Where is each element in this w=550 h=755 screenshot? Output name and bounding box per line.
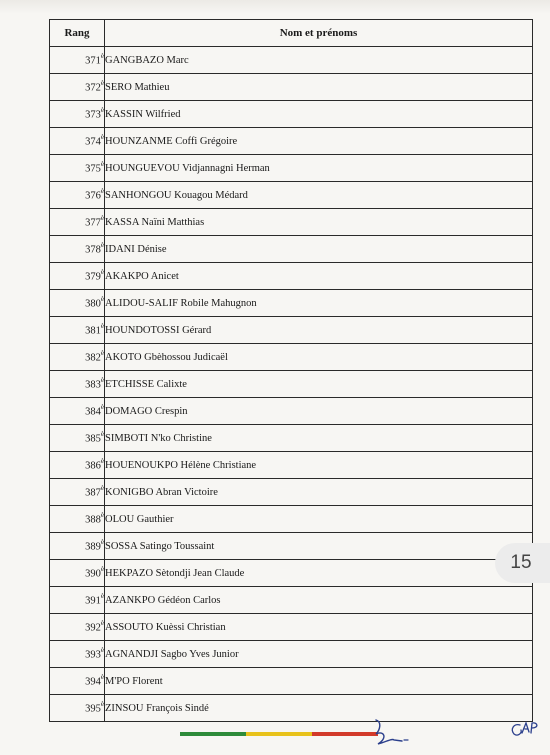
rank-number: 386 [85, 460, 101, 472]
rank-ordinal-suffix: è [100, 619, 104, 628]
name-cell: KONIGBO Abran Victoire [105, 479, 533, 506]
rank-cell [50, 452, 105, 479]
ranking-table [49, 19, 533, 722]
rank-number: 373 [85, 109, 101, 121]
rank-number: 388 [85, 514, 101, 526]
table-row [50, 101, 533, 128]
rank-ordinal-suffix: è [100, 511, 104, 520]
rank-cell [50, 641, 105, 668]
rank-number: 376 [85, 190, 101, 202]
rank-ordinal-suffix: è [100, 484, 104, 493]
rank-cell [50, 506, 105, 533]
rank-number: 377 [85, 217, 101, 229]
rank-number: 391 [85, 595, 101, 607]
rank-cell [50, 695, 105, 722]
name-cell: ZINSOU François Sindé [105, 695, 533, 722]
rank-ordinal-suffix: è [100, 133, 104, 142]
footer-flag-bar [180, 732, 378, 736]
page-number-badge: 15 [495, 543, 550, 583]
rank-number: 372 [85, 82, 101, 94]
rank-ordinal-suffix: è [100, 187, 104, 196]
rank-ordinal-suffix: è [100, 214, 104, 223]
rank-number: 382 [85, 352, 101, 364]
rank-ordinal-suffix: è [100, 160, 104, 169]
rank-number: 390 [85, 568, 101, 580]
name-cell: AKOTO Gbèhossou Judicaël [105, 344, 533, 371]
rank-cell [50, 290, 105, 317]
page-top-edge [0, 0, 550, 14]
rank-cell [50, 101, 105, 128]
table-row [50, 263, 533, 290]
table-row [50, 479, 533, 506]
rank-ordinal-suffix: è [100, 241, 104, 250]
flag-yellow-stripe [246, 732, 312, 736]
rank-number: 389 [85, 541, 101, 553]
rank-ordinal-suffix: è [100, 592, 104, 601]
rank-cell [50, 128, 105, 155]
rank-cell [50, 209, 105, 236]
rank-ordinal-suffix: è [100, 673, 104, 682]
name-cell: AKAKPO Anicet [105, 263, 533, 290]
table-row [50, 47, 533, 74]
rank-cell [50, 533, 105, 560]
rank-cell [50, 74, 105, 101]
table-row [50, 560, 533, 587]
name-cell: HEKPAZO Sètondji Jean Claude [105, 560, 533, 587]
rank-cell [50, 668, 105, 695]
table-row [50, 506, 533, 533]
name-cell: KASSIN Wilfried [105, 101, 533, 128]
rank-ordinal-suffix: è [100, 457, 104, 466]
rank-ordinal-suffix: è [100, 295, 104, 304]
table-row [50, 533, 533, 560]
name-cell: HOUNGUEVOU Vidjannagni Herman [105, 155, 533, 182]
rank-number: 384 [85, 406, 101, 418]
rank-cell [50, 263, 105, 290]
rank-cell [50, 344, 105, 371]
rank-number: 393 [85, 649, 101, 661]
table-row [50, 182, 533, 209]
rank-number: 374 [85, 136, 101, 148]
name-cell: SERO Mathieu [105, 74, 533, 101]
table-header-row [50, 20, 533, 47]
rank-ordinal-suffix: è [100, 376, 104, 385]
rank-number: 378 [85, 244, 101, 256]
name-cell: ASSOUTO Kuèssi Christian [105, 614, 533, 641]
rank-number: 380 [85, 298, 101, 310]
table-row [50, 398, 533, 425]
rank-number: 387 [85, 487, 101, 499]
table-row [50, 587, 533, 614]
name-cell: GANGBAZO Marc [105, 47, 533, 74]
table-row [50, 614, 533, 641]
name-cell: SIMBOTI N'ko Christine [105, 425, 533, 452]
name-cell: KASSA Naïni Matthias [105, 209, 533, 236]
table-row [50, 209, 533, 236]
name-cell: SANHONGOU Kouagou Médard [105, 182, 533, 209]
table-row [50, 668, 533, 695]
rank-ordinal-suffix: è [100, 538, 104, 547]
rank-ordinal-suffix: è [100, 349, 104, 358]
rank-ordinal-suffix: è [100, 430, 104, 439]
rank-cell [50, 560, 105, 587]
rank-number: 375 [85, 163, 101, 175]
name-cell: IDANI Dénise [105, 236, 533, 263]
rank-cell [50, 155, 105, 182]
rank-ordinal-suffix: è [100, 79, 104, 88]
rank-number: 394 [85, 676, 101, 688]
table-row [50, 452, 533, 479]
table-body [50, 47, 533, 722]
rank-cell [50, 47, 105, 74]
rank-cell [50, 317, 105, 344]
rank-cell [50, 587, 105, 614]
name-cell: M'PO Florent [105, 668, 533, 695]
table-row [50, 641, 533, 668]
column-header-name: Nom et prénoms [105, 20, 533, 47]
rank-number: 383 [85, 379, 101, 391]
table-row [50, 425, 533, 452]
rank-ordinal-suffix: è [100, 700, 104, 709]
table-row [50, 155, 533, 182]
rank-cell [50, 614, 105, 641]
flag-green-stripe [180, 732, 246, 736]
table-row [50, 371, 533, 398]
rank-cell [50, 236, 105, 263]
name-cell: HOUNZANME Coffi Grégoire [105, 128, 533, 155]
rank-ordinal-suffix: è [100, 52, 104, 61]
name-cell: OLOU Gauthier [105, 506, 533, 533]
table-row [50, 290, 533, 317]
rank-ordinal-suffix: è [100, 268, 104, 277]
rank-ordinal-suffix: è [100, 322, 104, 331]
table-row [50, 344, 533, 371]
rank-ordinal-suffix: è [100, 646, 104, 655]
rank-cell [50, 425, 105, 452]
column-header-rank: Rang [50, 20, 105, 47]
rank-number: 371 [85, 55, 101, 67]
initials-mark [508, 719, 542, 741]
name-cell: AGNANDJI Sagbo Yves Junior [105, 641, 533, 668]
table-row [50, 236, 533, 263]
name-cell: DOMAGO Crespin [105, 398, 533, 425]
table-row [50, 128, 533, 155]
rank-cell [50, 398, 105, 425]
rank-number: 395 [85, 703, 101, 715]
name-cell: ALIDOU-SALIF Robile Mahugnon [105, 290, 533, 317]
rank-cell [50, 182, 105, 209]
table-row [50, 74, 533, 101]
rank-number: 381 [85, 325, 101, 337]
name-cell: HOUNDOTOSSI Gérard [105, 317, 533, 344]
table-row [50, 317, 533, 344]
rank-ordinal-suffix: è [100, 106, 104, 115]
rank-number: 385 [85, 433, 101, 445]
name-cell: ETCHISSE Calixte [105, 371, 533, 398]
rank-ordinal-suffix: è [100, 565, 104, 574]
rank-number: 379 [85, 271, 101, 283]
rank-ordinal-suffix: è [100, 403, 104, 412]
name-cell: HOUENOUKPO Hélène Christiane [105, 452, 533, 479]
name-cell: AZANKPO Gédéon Carlos [105, 587, 533, 614]
rank-cell [50, 479, 105, 506]
signature-mark [368, 716, 412, 748]
rank-cell [50, 371, 105, 398]
table-row [50, 695, 533, 722]
name-cell: SOSSA Satingo Toussaint [105, 533, 533, 560]
rank-number: 392 [85, 622, 101, 634]
